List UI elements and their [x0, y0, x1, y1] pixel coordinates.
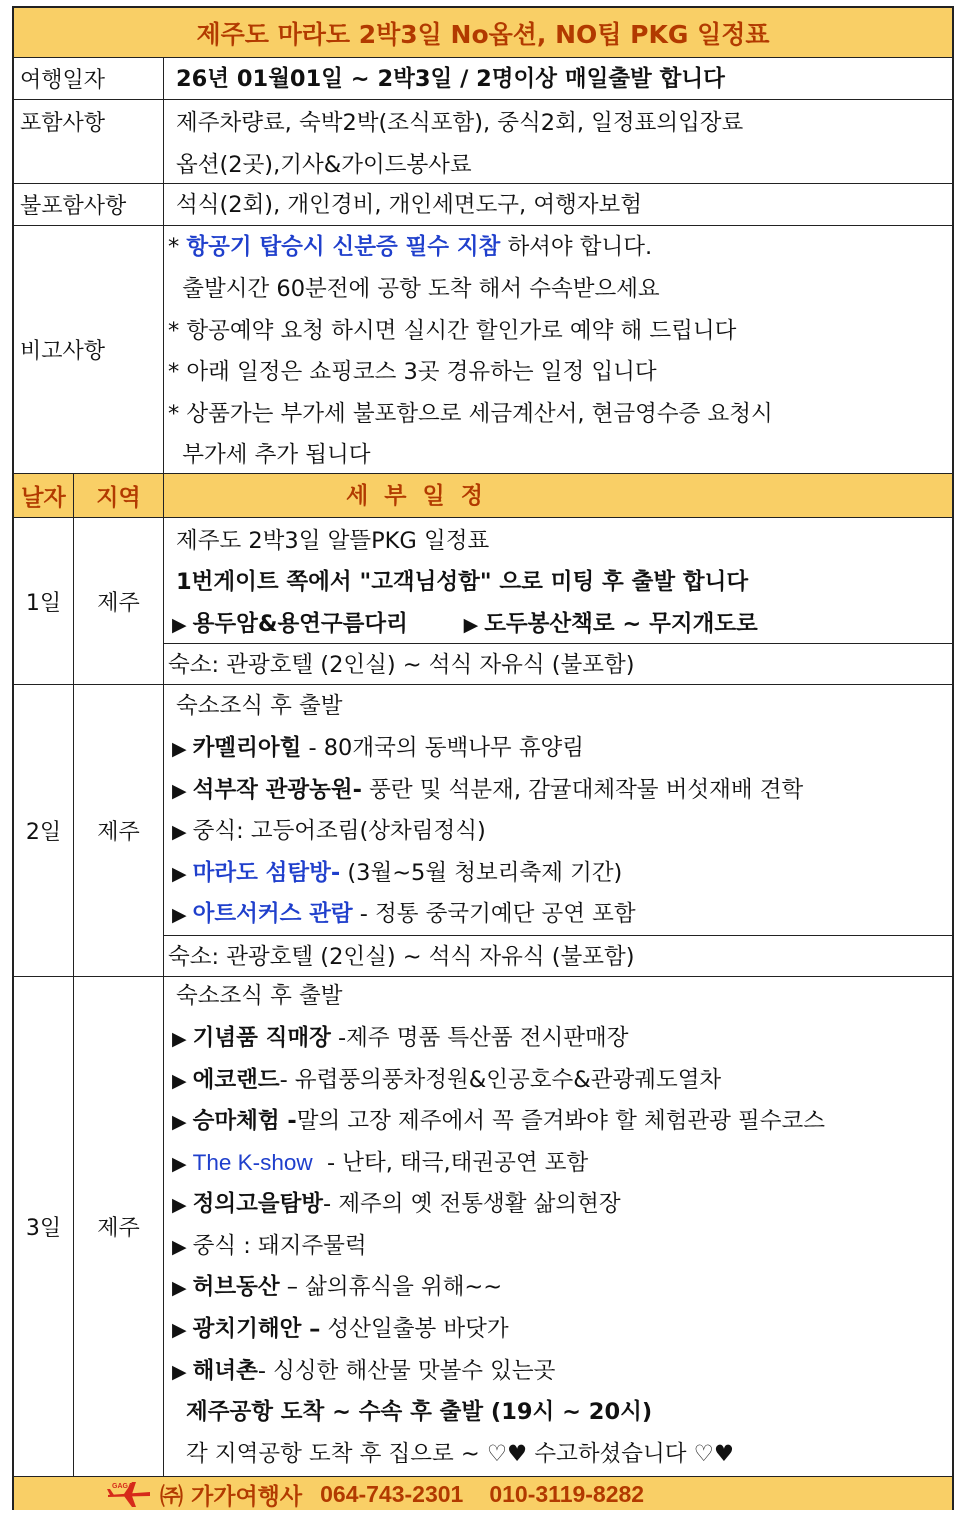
notes-label: 비고사항 — [14, 226, 164, 473]
day-2-region: 제주 — [74, 685, 164, 976]
note-1 — [168, 232, 652, 262]
day-2-item-2 — [172, 775, 803, 806]
day-3-item-1-desc: -제주 명품 특산품 전시판매장 — [330, 1025, 629, 1051]
day-2-item-3-text: 중식: 고등어조림(상차림정식) — [192, 818, 486, 844]
day-3-end: 각 지역공항 도착 후 집으로 ~ ♡♥ 수고하셨습니다 ♡♥ — [186, 1441, 734, 1467]
day-3-item-1 — [172, 1023, 628, 1054]
day-1-line-2: 1번게이트 쪽에서 "고객님성함" 으로 미팅 후 출발 합니다 — [176, 569, 749, 595]
day-3-item-4 — [172, 1148, 588, 1179]
itinerary-sheet — [12, 6, 954, 1510]
day-2-item-5-desc: - 정통 중국기예단 공연 포함 — [352, 901, 636, 927]
day-1-spot-a: 용두암&용연구름다리 — [192, 611, 408, 637]
travel-date-label: 여행일자 — [14, 58, 164, 99]
day-3-item-8-title: 광치기해안 – — [192, 1316, 321, 1342]
note-2: * 항공예약 요청 하시면 실시간 할인가로 예약 해 드립니다 — [168, 318, 737, 344]
notes-row — [14, 226, 952, 474]
day-2-item-1-desc: - 80개국의 동백나무 휴양림 — [301, 735, 585, 761]
day-2-item-4-title: 마라도 섬탐방- — [192, 860, 341, 886]
note-4-line-2: 부가세 추가 됩니다 — [168, 442, 371, 468]
note-1-prefix: * — [168, 234, 187, 260]
day-3-item-9-title: 해녀촌 — [192, 1358, 258, 1384]
travel-date-row — [14, 58, 952, 100]
day-3-row — [14, 977, 952, 1477]
triangle-right-icon: ▶ — [172, 1319, 187, 1341]
day-3-airport: 제주공항 도착 ~ 수속 후 출발 (19시 ~ 20시) — [186, 1399, 653, 1425]
day-3-item-7-title: 허브동산 — [192, 1274, 280, 1300]
include-line-1: 제주차량료, 숙박2박(조식포함), 중식2회, 일정표의입장료 — [176, 110, 744, 136]
day-3-item-5-title: 정의고을탐방 — [192, 1191, 324, 1217]
day-3-item-1-title: 기념품 직매장 — [192, 1025, 331, 1051]
phone-1: 064-743-2301 — [320, 1480, 464, 1507]
include-line-2: 옵션(2곳),기사&가이드봉사료 — [176, 152, 472, 178]
day-3-item-7 — [172, 1272, 502, 1303]
day-3-item-8-desc: 성산일출봉 바닷가 — [320, 1316, 509, 1342]
title-row — [14, 8, 952, 58]
note-1-line-2: 출발시간 60분전에 공항 도착 해서 수속받으세요 — [168, 276, 660, 302]
triangle-right-icon: ▶ — [172, 1070, 187, 1092]
triangle-right-icon: ▶ — [172, 1194, 187, 1216]
day-2-item-5-title: 아트서커스 관람 — [192, 901, 353, 927]
include-label: 포함사항 — [14, 100, 164, 183]
day-3-item-2-desc: - 유렵풍의풍차정원&인공호수&관광궤도열차 — [279, 1067, 722, 1093]
triangle-right-icon: ▶ — [172, 1361, 187, 1383]
footer-content — [106, 1479, 644, 1509]
triangle-right-icon: ▶ — [172, 1028, 187, 1050]
day-2-hotel: 숙소: 관광호텔 (2인실) ~ 석식 자유식 (불포함) — [168, 944, 635, 970]
day-1-divider — [164, 643, 952, 644]
header-detail: 세 부 일 정 — [346, 483, 483, 509]
day-1-row — [14, 518, 952, 685]
triangle-right-icon: ▶ — [172, 1236, 187, 1258]
day-2-label: 2일 — [14, 685, 74, 976]
day-2-item-5 — [172, 899, 636, 930]
day-2-item-2-title: 석부작 관광농원- — [192, 777, 362, 803]
day-3-item-5-desc: - 제주의 옛 전통생활 삶의현장 — [323, 1191, 621, 1217]
day-3-item-8 — [172, 1314, 509, 1345]
header-day: 날자 — [14, 474, 74, 517]
day-3-item-3-title: 승마체험 - — [192, 1108, 297, 1134]
exclude-label: 불포함사항 — [14, 184, 164, 225]
company-name: ㈜ 가가여행사 — [160, 1483, 303, 1510]
travel-date-value: 26년 01월01일 ~ 2박3일 / 2명이상 매일출발 합니다 — [176, 66, 725, 92]
day-3-item-3-desc: 말의 고장 제주에서 꼭 즐겨봐야 할 체험관광 필수코스 — [296, 1108, 825, 1134]
day-2-item-4-desc: (3월~5월 청보리축제 기간) — [340, 860, 623, 886]
header-region: 지역 — [74, 474, 164, 517]
day-2-row — [14, 685, 952, 977]
day-1-hotel: 숙소: 관광호텔 (2인실) ~ 석식 자유식 (불포함) — [168, 652, 635, 678]
logo-text: GAGA — [112, 1483, 133, 1490]
day-3-item-6-text: 중식 : 돼지주물럭 — [192, 1233, 367, 1259]
day-2-item-2-desc: 풍란 및 석분재, 감귤대체작물 버섯재배 견학 — [361, 777, 804, 803]
note-3: * 아래 일정은 쇼핑코스 3곳 경유하는 일정 입니다 — [168, 359, 657, 385]
triangle-right-icon: ▶ — [172, 1153, 187, 1175]
note-1-rest: 하셔야 합니다. — [500, 234, 653, 260]
triangle-right-icon: ▶ — [172, 1111, 187, 1133]
day-2-item-3 — [172, 816, 486, 847]
note-4: * 상품가는 부가세 불포함으로 세금계산서, 현금영수증 요청시 — [168, 401, 773, 427]
exclude-row — [14, 184, 952, 226]
day-3-item-9-desc: - 싱싱한 해산물 맛볼수 있는곳 — [257, 1358, 556, 1384]
day-3-item-6 — [172, 1231, 367, 1262]
day-3-item-9 — [172, 1356, 555, 1387]
day-3-item-2-title: 에코랜드 — [192, 1067, 280, 1093]
day-3-item-3 — [172, 1106, 825, 1137]
triangle-right-icon: ▶ — [172, 821, 187, 843]
exclude-value: 석식(2회), 개인경비, 개인세면도구, 여행자보험 — [176, 192, 643, 218]
day-1-spot-b: 도두봉산책로 ~ 무지개도로 — [484, 611, 758, 637]
triangle-right-icon: ▶ — [172, 614, 187, 636]
triangle-right-icon: ▶ — [172, 1277, 187, 1299]
day-1-label: 1일 — [14, 518, 74, 684]
phone-2: 010-3119-8282 — [489, 1480, 645, 1507]
day-3-item-4-desc: - 난타, 태극,태권공연 포함 — [312, 1150, 589, 1176]
day-3-item-7-desc: – 삶의휴식을 위해~~ — [279, 1274, 503, 1300]
day-1-line-3 — [172, 609, 758, 640]
day-1-line-1: 제주도 2박3일 알뜰PKG 일정표 — [176, 528, 490, 554]
day-3-region: 제주 — [74, 977, 164, 1476]
page-title: 제주도 마라도 2박3일 No옵션, NO팁 PKG 일정표 — [196, 20, 770, 49]
triangle-right-icon: ▶ — [172, 863, 187, 885]
include-row — [14, 100, 952, 184]
day-2-item-1-title: 카멜리아힐 — [192, 735, 302, 761]
triangle-right-icon: ▶ — [172, 738, 187, 760]
day-2-divider — [164, 935, 952, 936]
day-3-item-5 — [172, 1189, 621, 1220]
triangle-right-icon: ▶ — [172, 904, 187, 926]
day-1-region: 제주 — [74, 518, 164, 684]
day-3-item-2 — [172, 1065, 721, 1096]
day-3-label: 3일 — [14, 977, 74, 1476]
triangle-right-icon: ▶ — [172, 780, 187, 802]
day-2-item-1 — [172, 733, 584, 764]
triangle-right-icon: ▶ — [463, 614, 479, 636]
schedule-header-row — [14, 474, 952, 518]
airplane-logo-icon — [106, 1479, 152, 1509]
day-3-item-4-title: The K-show — [192, 1150, 313, 1175]
note-1-highlight: 항공기 탑승시 신분증 필수 지참 — [186, 234, 501, 260]
day-2-item-4 — [172, 858, 622, 889]
day-3-line-1: 숙소조식 후 출발 — [176, 983, 343, 1009]
footer-row — [14, 1477, 952, 1510]
day-2-line-1: 숙소조식 후 출발 — [176, 693, 343, 719]
